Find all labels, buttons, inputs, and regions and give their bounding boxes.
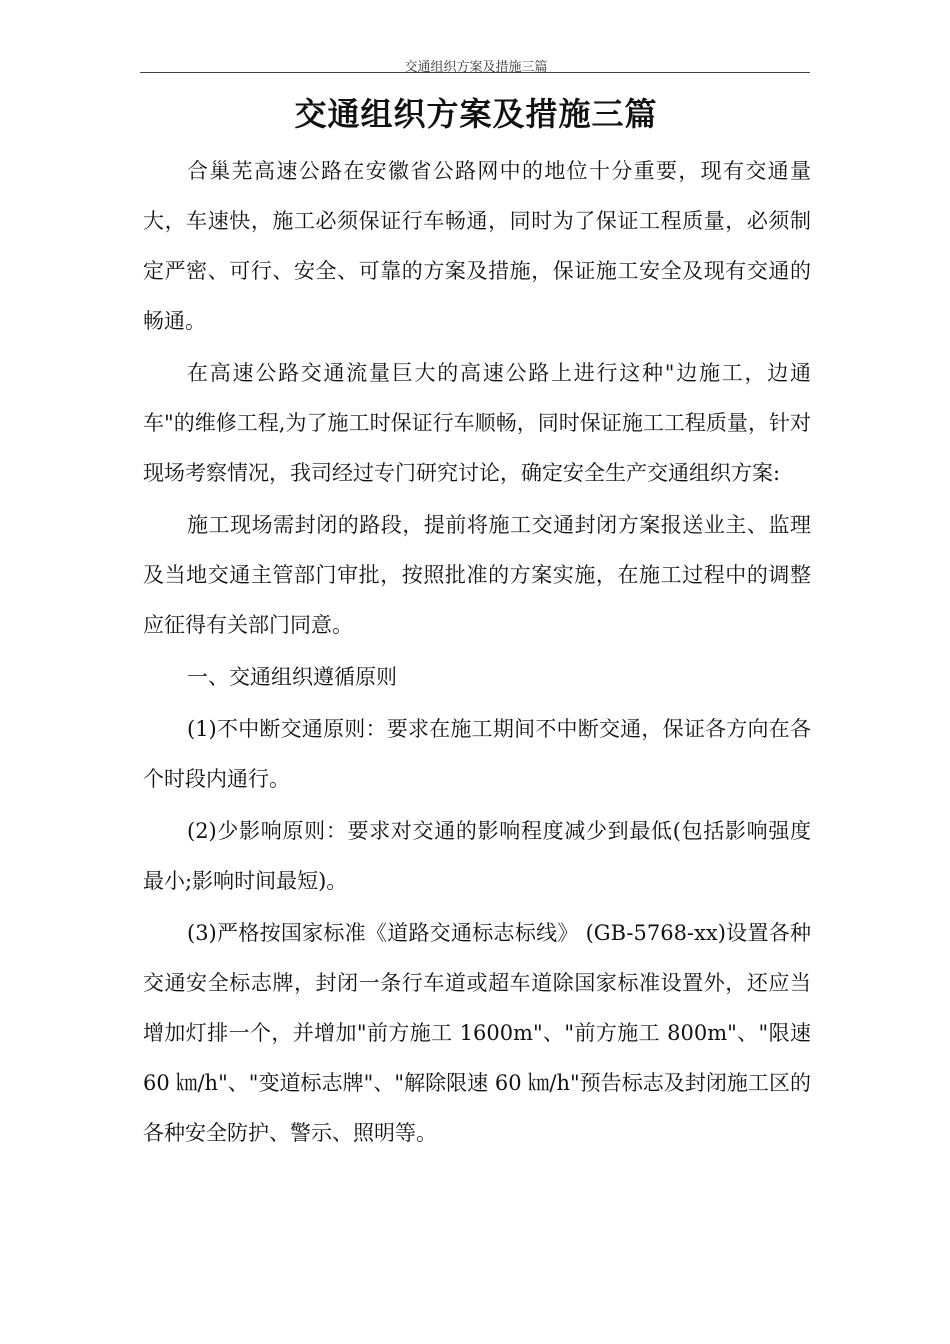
document-title: 交通组织方案及措施三篇 (294, 95, 658, 133)
principle-item-1: (1)不中断交通原则：要求在施工期间不中断交通，保证各方向在各个时段内通行。 (143, 717, 811, 791)
section-heading-principles: 一、交通组织遵循原则 (187, 665, 397, 689)
principle-item-2: (2)少影响原则：要求对交通的影响程度减少到最低(包括影响强度最小;影响时间最短)。 (143, 819, 811, 893)
principle-item-3: (3)严格按国家标准《道路交通标志标线》 (GB-5768-xx)设置各种交通安全标志牌，封闭一条行车道或超车道除国家标准设置外，还应当增加灯排一个，并增加"前方施工 1600m"、"前方施工 800m"、"限速 60 ㎞/h"、"变道标志牌"、"解除限速 60 ㎞/h"预告标志及封闭施工区的各种安全防护、警示、照明等。 (143, 921, 811, 1145)
paragraph-closure-approval: 施工现场需封闭的路段，提前将施工交通封闭方案报送业主、监理及当地交通主管部门审批，按照批准的方案实施，在施工过程中的调整应征得有关部门同意。 (143, 513, 811, 637)
header-divider (140, 72, 810, 73)
document-body (143, 146, 811, 1160)
paragraph-construction-context: 在高速公路交通流量巨大的高速公路上进行这种"边施工，边通车"的维修工程,为了施工时保证行车顺畅，同时保证施工工程质量，针对现场考察情况，我司经过专门研究讨论，确定安全生产交通组织方案: (143, 361, 811, 485)
paragraph-intro: 合巢芜高速公路在安徽省公路网中的地位十分重要，现有交通量大，车速快，施工必须保证行车畅通，同时为了保证工程质量，必须制定严密、可行、安全、可靠的方案及措施，保证施工安全及现有交通的畅通。 (143, 159, 811, 333)
running-header: 交通组织方案及措施三篇 (404, 60, 548, 75)
